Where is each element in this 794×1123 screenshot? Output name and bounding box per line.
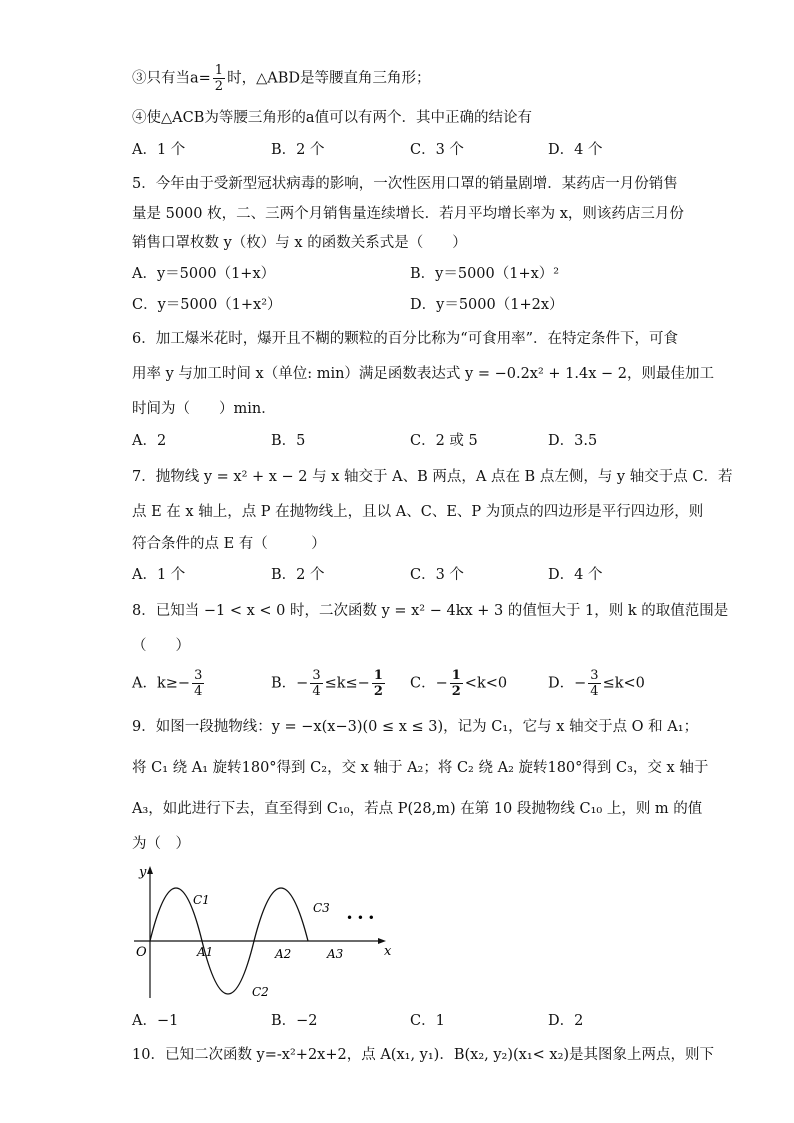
q6-option-c: C．2 或 5 — [410, 433, 478, 449]
q8-option-c — [410, 668, 507, 699]
option-b: B．2 个 — [271, 142, 325, 158]
q8-c-fraction — [450, 668, 463, 699]
q6-option-a: A．2 — [132, 433, 167, 449]
q7-option-a: A．1 个 — [132, 567, 186, 583]
q8-c-prefix: C．− — [410, 675, 448, 692]
fraction-numerator: 3 — [312, 668, 321, 683]
label-a2: A2 — [275, 947, 292, 961]
curve-c3 — [254, 888, 308, 941]
fraction-denominator: 4 — [312, 684, 321, 699]
option-a: A．1 个 — [132, 142, 186, 158]
q8-b-fraction-1 — [310, 668, 322, 699]
statement-3-tail: 时，△ABD是等腰直角三角形； — [227, 70, 431, 87]
q8-option-d — [548, 668, 645, 699]
label-a1: A1 — [197, 945, 214, 959]
question-7-line-1: 7．抛物线 y = x² + x − 2 与 x 轴交于 A、B 两点，A 点在 B 点左侧，与 y 轴交于点 C．若 — [132, 469, 733, 485]
q9-option-a: A．−1 — [132, 1013, 179, 1029]
q9-option-b: B．−2 — [271, 1013, 318, 1029]
label-c3: C3 — [313, 901, 330, 915]
q8-b-prefix: B．− — [271, 675, 309, 692]
q5-option-b: B．y＝5000（1+x）² — [410, 266, 560, 282]
q8-d-suffix: ≤k<0 — [602, 675, 645, 692]
q8-option-a — [132, 668, 206, 699]
q8-b-middle: ≤k≤− — [324, 675, 370, 692]
parabola-figure — [128, 860, 398, 1005]
q8-option-b — [271, 668, 387, 699]
fraction-numerator: 3 — [590, 668, 599, 683]
y-axis-label: y — [139, 865, 147, 880]
fraction-denominator: 4 — [590, 684, 599, 699]
statement-4: ④使△ACB为等腰三角形的a值可以有两个．其中正确的结论有 — [132, 110, 533, 126]
q7-option-d: D．4 个 — [548, 567, 603, 583]
q7-option-c: C．3 个 — [410, 567, 464, 583]
question-6-line-1: 6．加工爆米花时，爆开且不糊的颗粒的百分比称为“可食用率”．在特定条件下，可食 — [132, 331, 679, 347]
q8-c-suffix: <k<0 — [464, 675, 508, 692]
q8-a-prefix: A．k≥− — [132, 675, 191, 692]
question-8-line-2: （ ） — [132, 638, 190, 654]
q7-option-b: B．2 个 — [271, 567, 325, 583]
q6-option-d: D．3.5 — [548, 433, 598, 449]
q8-d-prefix: D．− — [548, 675, 587, 692]
question-9-line-4: 为（ ） — [132, 836, 190, 852]
q9-option-c: C．1 — [410, 1013, 445, 1029]
q6-option-b: B．5 — [271, 433, 306, 449]
q8-b-fraction-2 — [372, 668, 385, 699]
q8-a-fraction — [192, 668, 204, 699]
fraction-numerator: 1 — [451, 668, 461, 683]
origin-label: O — [136, 945, 147, 960]
q5-option-a: A．y＝5000（1+x） — [132, 266, 276, 282]
fraction-numerator: 3 — [194, 668, 203, 683]
statement-3 — [132, 63, 430, 94]
x-axis-label: x — [384, 944, 392, 959]
question-7-line-3: 符合条件的点 E 有（ ） — [132, 536, 326, 552]
question-8-line-1: 8．已知当 −1 < x < 0 时，二次函数 y = x² − 4kx + 3 的值恒大于 1，则 k 的取值范围是 — [132, 603, 729, 619]
y-axis-arrow — [147, 866, 153, 874]
label-c2: C2 — [252, 985, 269, 999]
statement-3-text: ③只有当a= — [132, 70, 211, 87]
label-a3: A3 — [327, 947, 344, 961]
label-c1: C1 — [193, 893, 210, 907]
fraction-denominator: 2 — [214, 79, 224, 94]
option-c: C．3 个 — [410, 142, 464, 158]
q5-option-d: D．y＝5000（1+2x） — [410, 297, 564, 313]
question-7-line-2: 点 E 在 x 轴上，点 P 在抛物线上，且以 A、C、E、P 为顶点的四边形是平行四边形，则 — [132, 504, 704, 520]
q5-option-c: C．y＝5000（1+x²） — [132, 297, 282, 313]
question-6-line-2: 用率 y 与加工时间 x（单位: min）满足函数表达式 y = −0.2x² + 1.4x − 2，则最佳加工 — [132, 366, 714, 382]
option-d: D．4 个 — [548, 142, 603, 158]
fraction-denominator: 4 — [194, 684, 203, 699]
fraction-denominator: 2 — [451, 684, 461, 699]
ellipsis: • • • — [346, 911, 375, 925]
question-10-line-1: 10．已知二次函数 y=-x²+2x+2，点 A(x₁, y₁)．B(x₂, y₂)(x₁< x₂)是其图象上两点，则下 — [132, 1047, 715, 1063]
question-6-line-3: 时间为（ ）min． — [132, 401, 276, 417]
question-5-line-1: 5．今年由于受新型冠状病毒的影响，一次性医用口罩的销量剧增．某药店一月份销售 — [132, 176, 678, 192]
question-5-line-3: 销售口罩枚数 y（枚）与 x 的函数关系式是（ ） — [132, 235, 467, 251]
fraction-numerator: 1 — [214, 63, 224, 78]
question-9-line-2: 将 C₁ 绕 A₁ 旋转180°得到 C₂，交 x 轴于 A₂；将 C₂ 绕 A₂ 旋转180°得到 C₃，交 x 轴于 — [132, 760, 709, 776]
fraction-one-half — [213, 63, 225, 94]
fraction-numerator: 1 — [373, 668, 383, 683]
fraction-denominator: 2 — [373, 684, 383, 699]
question-9-line-3: A₃，如此进行下去，直至得到 C₁₀，若点 P(28,m) 在第 10 段抛物线 C₁₀ 上，则 m 的值 — [132, 801, 703, 817]
question-9-line-1: 9．如图一段抛物线：y = −x(x−3)(0 ≤ x ≤ 3)，记为 C₁，它与 x 轴交于点 O 和 A₁； — [132, 719, 699, 735]
question-5-line-2: 量是 5000 枚，二、三两个月销售量连续增长．若月平均增长率为 x，则该药店三月份 — [132, 206, 684, 222]
q8-d-fraction — [588, 668, 600, 699]
q9-option-d: D．2 — [548, 1013, 584, 1029]
